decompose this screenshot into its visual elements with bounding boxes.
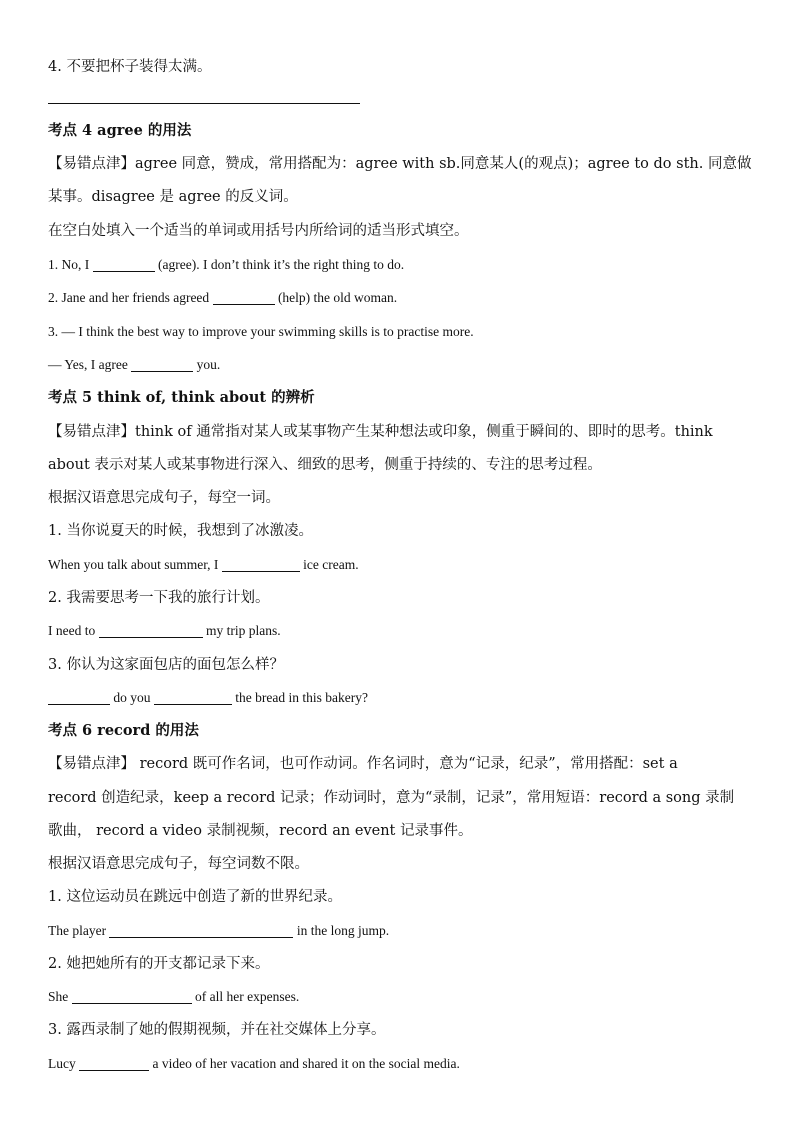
q-text: The player [48, 923, 107, 938]
section-6-question-3 [48, 1054, 746, 1074]
q-text: She [48, 989, 69, 1004]
q-text: Lucy [48, 1056, 76, 1071]
section-4-question-1 [48, 255, 746, 275]
section-5-question-2 [48, 621, 746, 641]
q-text: a video of her vacation and shared it on the social media. [152, 1056, 460, 1071]
section-6-question-1-cn: 1. 这位运动员在跳远中创造了新的世界纪录。 [48, 889, 342, 905]
section-5-question-3 [48, 688, 746, 708]
answer-blank[interactable] [93, 257, 155, 272]
section-5-question-3-cn: 3. 你认为这家面包店的面包怎么样？ [48, 657, 284, 673]
section-5-question-1-cn: 1. 当你说夏天的时候，我想到了冰激凌。 [48, 523, 313, 539]
section-5-heading: 考点 5 think of, think about 的辨析 [48, 389, 315, 406]
section-4-tip-line-2: 某事。disagree 是 agree 的反义词。 [48, 189, 298, 205]
section-5-instruction: 根据汉语意思完成句子，每空一词。 [48, 490, 280, 506]
answer-blank[interactable] [48, 690, 110, 705]
q-text: my trip plans. [205, 623, 281, 638]
q-text: — Yes, I agree [48, 357, 128, 372]
q-text: the bread in this bakery? [235, 690, 368, 705]
section-6-tip-line-1: 【易错点津】 record 既可作名词，也可作动词。作名词时，意为“记录，纪录”，常用搭配：set a [48, 756, 678, 772]
q-text: do you [113, 690, 151, 705]
section-4-question-3: 3. — I think the best way to improve your swimming skills is to practise more. [48, 324, 474, 339]
section-4-tip-line-1: 【易错点津】agree 同意，赞成，常用搭配为：agree with sb.同意某人(的观点)；agree to do sth. 同意做 [48, 156, 752, 172]
section-5-question-2-cn: 2. 我需要思考一下我的旅行计划。 [48, 590, 270, 606]
q-text: (help) the old woman. [277, 290, 398, 305]
section-6-question-1 [48, 921, 746, 941]
section-6-instruction: 根据汉语意思完成句子，每空词数不限。 [48, 856, 309, 872]
section-4-instruction: 在空白处填入一个适当的单词或用括号内所给词的适当形式填空。 [48, 223, 469, 239]
answer-line [48, 103, 360, 104]
answer-blank[interactable] [222, 557, 300, 572]
section-4-heading: 考点 4 agree 的用法 [48, 122, 192, 139]
section-6-heading: 考点 6 record 的用法 [48, 722, 199, 739]
answer-blank[interactable] [131, 357, 193, 372]
section-6-tip-line-2: record 创造纪录，keep a record 记录；作动词时，意为“录制，记录”，常用短语：record a song 录制 [48, 790, 735, 806]
answer-blank[interactable] [99, 623, 203, 638]
section-6-tip-line-3: 歌曲， record a video 录制视频，record an event 记录事件。 [48, 823, 473, 839]
answer-blank[interactable] [154, 690, 232, 705]
q-text: of all her expenses. [195, 989, 300, 1004]
q-text: ice cream. [303, 557, 359, 572]
q-text: 2. Jane and her friends agreed [48, 290, 210, 305]
section-6-question-3-cn: 3. 露西录制了她的假期视频，并在社交媒体上分享。 [48, 1022, 386, 1038]
q-text: When you talk about summer, I [48, 557, 219, 572]
section-4-question-2 [48, 288, 746, 308]
answer-blank[interactable] [109, 923, 293, 938]
q-text: I need to [48, 623, 96, 638]
section-6-question-2 [48, 987, 746, 1007]
section-5-tip-line-1: 【易错点津】think of 通常指对某人或某事物产生某种想法或印象，侧重于瞬间的、即时的思考。think [48, 424, 713, 440]
answer-blank[interactable] [72, 989, 192, 1004]
q-text: you. [196, 357, 221, 372]
question-4-cn: 4. 不要把杯子装得太满。 [48, 59, 212, 75]
q-text: 1. No, I [48, 257, 90, 272]
section-6-question-2-cn: 2. 她把她所有的开支都记录下来。 [48, 956, 270, 972]
q-text: in the long jump. [296, 923, 390, 938]
answer-blank[interactable] [213, 290, 275, 305]
answer-blank[interactable] [79, 1056, 149, 1071]
q-text: (agree). I don’t think it’s the right thing to do. [158, 257, 405, 272]
section-5-question-1 [48, 555, 746, 575]
section-5-tip-line-2: about 表示对某人或某事物进行深入、细致的思考，侧重于持续的、专注的思考过程。 [48, 457, 602, 473]
section-4-question-3-reply [48, 355, 746, 375]
